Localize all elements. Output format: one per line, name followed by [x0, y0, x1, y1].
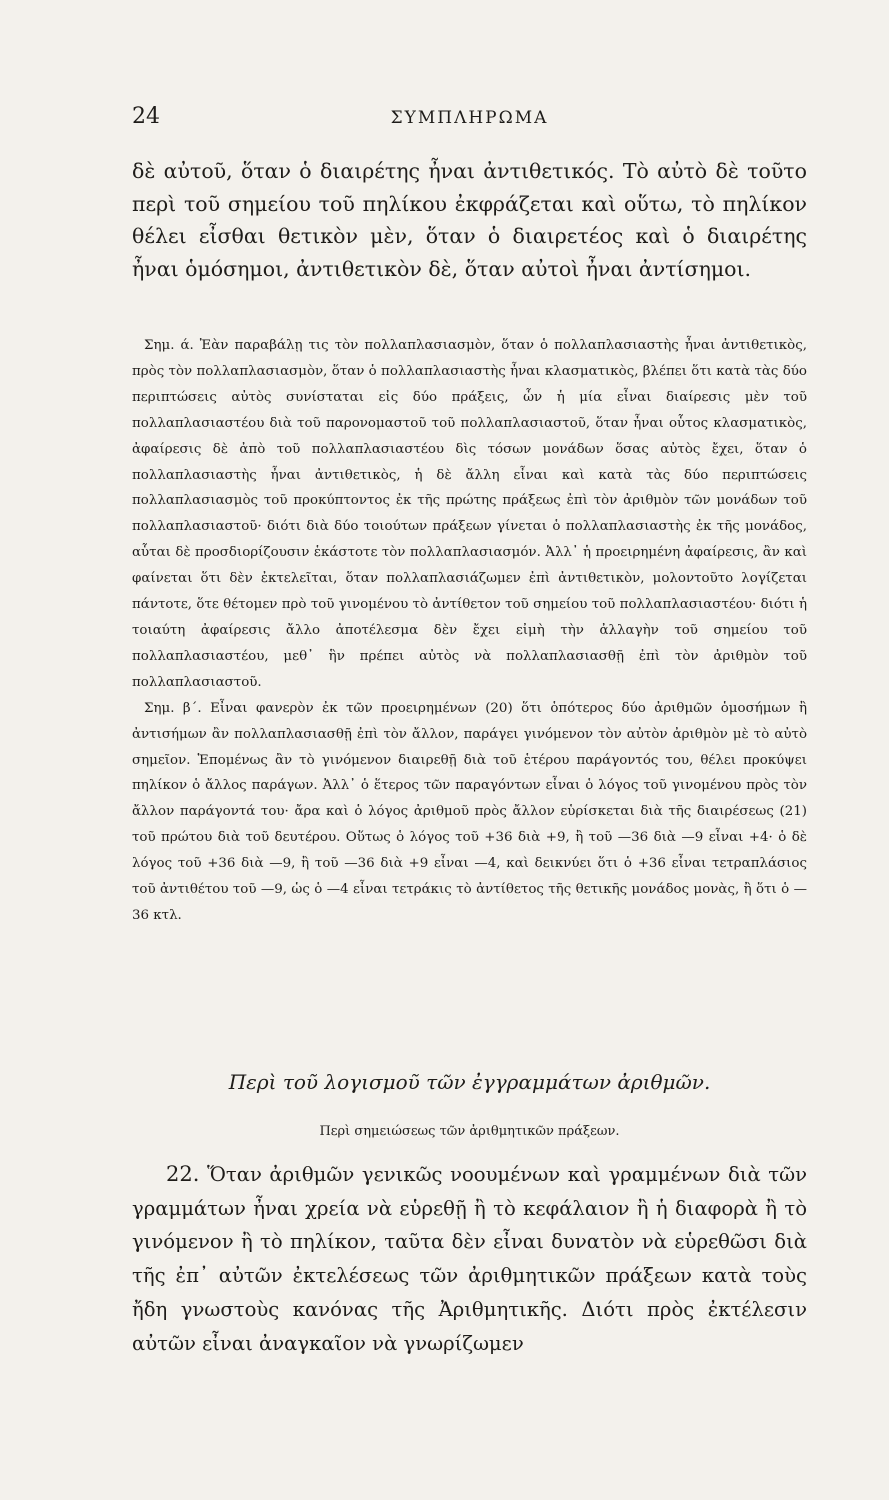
paragraph-number: 22. [166, 1162, 200, 1186]
paragraph-22 [132, 1158, 807, 1360]
note-label: Σημ. β΄. [144, 700, 202, 716]
note-1 [132, 333, 807, 696]
paragraph-text: Ὅταν ἀριθμῶν γενικῶς νοουμένων καὶ γραμμένων διὰ τῶν γραμμάτων ἦναι χρεία νὰ εὑρεθῇ ἢ τὸ κεφάλαιον ἢ ἡ διαφορὰ ἢ τὸ γινόμενον ἢ τὸ πηλίκον, ταῦτα δὲν εἶναι δυνατὸν νὰ εὑρεθῶσι διὰ τῆς ἐπ᾽ αὐτῶν ἐκτελέσεως τῶν ἀριθμητικῶν πράξεων κατὰ τοὺς ἤδη γνωστοὺς κανόνας τῆς Ἀριθμητικῆς. Διότι πρὸς ἐκτέλεσιν αὐτῶν εἶναι ἀναγκαῖον νὰ γνωρίζωμεν [132, 1163, 807, 1355]
section-subheading: Περὶ σημειώσεως τῶν ἀριθμητικῶν πράξεων. [319, 1124, 620, 1139]
note-2 [132, 696, 807, 929]
continuation-paragraph: δὲ αὐτοῦ, ὅταν ὁ διαιρέτης ἦναι ἀντιθετικός. Τὸ αὐτὸ δὲ τοῦτο περὶ τοῦ σημείου τοῦ πηλίκου ἐκφράζεται καὶ οὕτω, τὸ πηλίκον θέλει εἶσθαι θετικὸν μὲν, ὅταν ὁ διαιρετέος καὶ ὁ διαιρέτης ἦναι ὁμόσημοι, ἀντιθετικὸν δὲ, ὅταν αὐτοὶ ἦναι ἀντίσημοι. [132, 159, 807, 281]
notes-block [132, 333, 807, 929]
page-header [132, 104, 807, 140]
page-number: 24 [132, 104, 160, 129]
section-heading: Περὶ τοῦ λογισμοῦ τῶν ἐγγραμμάτων ἀριθμῶν. [228, 1070, 711, 1094]
running-head: ΣΥΜΠΛΗΡΩΜΑ [390, 108, 549, 128]
note-text: Εἶναι φανερὸν ἐκ τῶν προειρημένων (20) ὅτι ὁπότερος δύο ἀριθμῶν ὁμοσήμων ἢ ἀντισήμων ἂν πολλαπλασιασθῇ ἐπὶ τὸν ἄλλον, παράγει γινόμενον τὸν αὐτὸν ἀριθμὸν μὲ τὸ αὐτὸ σημεῖον. Ἑπομένως ἂν τὸ γινόμενον διαιρεθῇ διὰ τοῦ ἑτέρου παράγοντός του, θέλει προκύψει πηλίκον ὁ ἄλλος παράγων. Ἀλλ᾽ ὁ ἕτερος τῶν παραγόντων εἶναι ὁ λόγος τοῦ γινομένου πρὸς τὸν ἄλλον παράγοντά του· ἄρα καὶ ὁ λόγος ἀριθμοῦ πρὸς ἄλλον εὑρίσκεται διὰ τῆς διαιρέσεως (21) τοῦ πρώτου διὰ τοῦ δευτέρου. Οὕτως ὁ λόγος τοῦ +36 διὰ +9, ἢ τοῦ —36 διὰ —9 εἶναι +4· ὁ δὲ λόγος τοῦ +36 διὰ —9, ἢ τοῦ —36 διὰ +9 εἶναι —4, καὶ δεικνύει ὅτι ὁ +36 εἶναι τετραπλάσιος τοῦ ἀντιθέτου τοῦ —9, ὡς ὁ —4 εἶναι τετράκις τὸ ἀντίθετος τῆς θετικῆς μονάδος μονὰς, ἢ ὅτι ὁ —36 κτλ. [132, 700, 807, 923]
note-label: Σημ. ά. [144, 338, 194, 353]
note-text: Ἐὰν παραβάλῃ τις τὸν πολλαπλασιασμὸν, ὅταν ὁ πολλαπλασιαστὴς ἦναι ἀντιθετικὸς, πρὸς τὸν πολλαπλασιασμὸν, ὅταν ὁ πολλαπλασιαστὴς ἦναι κλασματικὸς, βλέπει ὅτι κατὰ τὰς δύο περιπτώσεις αὐτὸς συνίσταται εἰς δύο πράξεις, ὧν ἡ μία εἶναι διαίρεσις μὲν τοῦ πολλαπλασιαστέου διὰ τοῦ παρονομαστοῦ τοῦ πολλαπλασιαστοῦ, ὅταν ἦναι οὗτος κλασματικὸς, ἀφαίρεσις δὲ ἀπὸ τοῦ πολλαπλασιαστέου δὶς τόσων μονάδων ὅσας αὐτὸς ἔχει, ὅταν ὁ πολλαπλασιαστὴς ἦναι ἀντιθετικὸς, ἡ δὲ ἄλλη εἶναι καὶ κατὰ τὰς δύο περιπτώσεις πολλαπλασιασμὸς τοῦ προκύπτοντος ἐκ τῆς πρώτης πράξεως ἐπὶ τὸν ἀριθμὸν τῶν μονάδων τοῦ πολλαπλασιαστοῦ· διότι διὰ δύο τοιούτων πράξεων γίνεται ὁ πολλαπλασιαστὴς ἐκ τῆς μονάδος, αὗται δὲ προσδιορίζουσιν ἑκάστοτε τὸν πολλαπλασιασμόν. Ἀλλ᾽ ἡ προειρημένη ἀφαίρεσις, ἂν καὶ φαίνεται ὅτι δὲν ἐκτελεῖται, ὅταν πολλαπλασιάζωμεν ἐπὶ ἀντιθετικὸν, μολοντοῦτο λογίζεται πάντοτε, ὅτε θέτομεν πρὸ τοῦ γινομένου τὸ ἀντίθετον τοῦ σημείου τοῦ πολλαπλασιαστέου· διότι ἡ τοιαύτη ἀφαίρεσις ἄλλο ἀποτέλεσμα δὲν ἔχει εἰμὴ τὴν ἀλλαγὴν τοῦ σημείου τοῦ πολλαπλασιαστέου, μεθ᾽ ἣν πρέπει αὐτὸς νὰ πολλαπλασιασθῇ ἐπὶ τὸν ἀριθμὸν τοῦ πολλαπλασιαστοῦ. [132, 338, 807, 690]
